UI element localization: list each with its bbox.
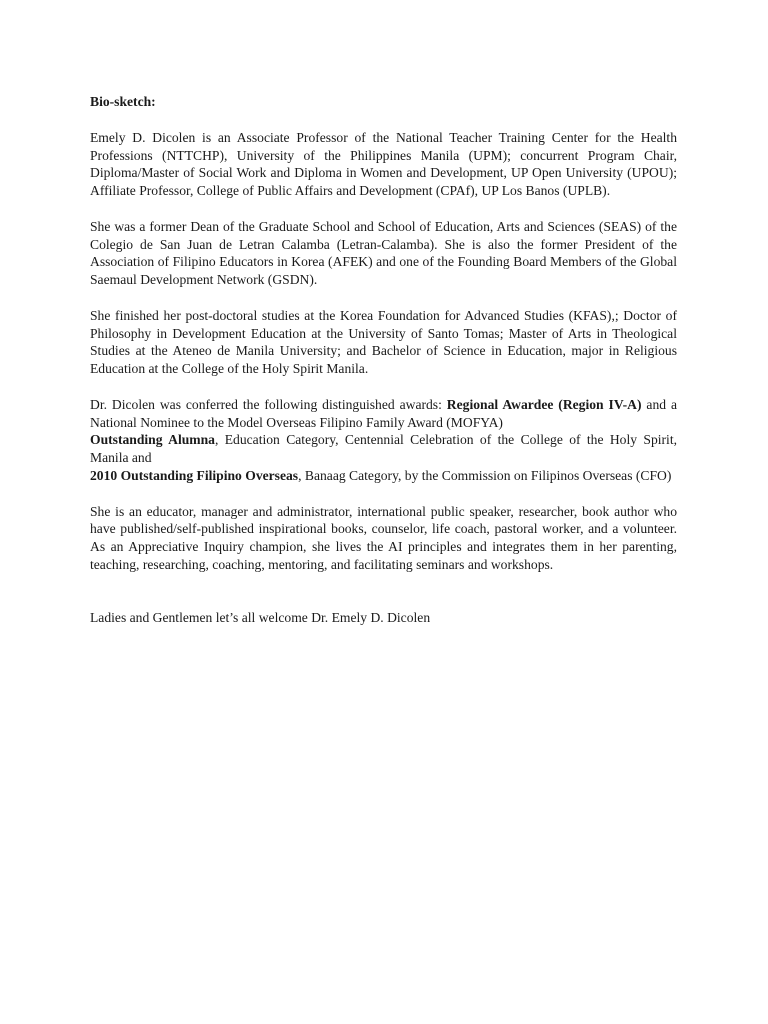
- bio-sketch-heading: Bio-sketch:: [90, 94, 156, 109]
- awards-intro: Dr. Dicolen was conferred the following distinguished awards:: [90, 396, 447, 412]
- paragraph-current-positions: Emely D. Dicolen is an Associate Professor of the National Teacher Training Center for the Health Professions (NTTCHP), University of the Philippines Manila (UPM); concurrent Program Chair, Diploma/Master of Social Work and Diploma in Women and Development, UP Open University (UPOU); Affiliate Professor, College of Public Affairs and Development (CPAf), UP Los Banos (UPLB).: [90, 129, 677, 199]
- closing-line: Ladies and Gentlemen let’s all welcome Dr. Emely D. Dicolen: [90, 610, 431, 626]
- award-overseas: [90, 467, 677, 485]
- paragraph-education: She finished her post-doctoral studies at the Korea Foundation for Advanced Studies (KFAS),; Doctor of Philosophy in Development Education at the University of Santo Tomas; Master of Arts in Theological Studies at the Ateneo de Manila University; and Bachelor of Science in Education, major in Religious Education at the College of the Holy Spirit Manila.: [90, 307, 677, 377]
- award-regional-detail: and a National Nominee to the Model Overseas Filipino Family Award (MOFYA): [90, 396, 677, 430]
- award-alumna: [90, 431, 677, 467]
- award-alumna-title: Outstanding Alumna: [90, 432, 215, 448]
- document-page: [90, 93, 677, 627]
- award-regional-title: Regional Awardee (Region IV-A): [446, 396, 642, 412]
- award-overseas-title: 2010 Outstanding Filipino Overseas: [90, 467, 299, 483]
- paragraph-former-positions: She was a former Dean of the Graduate School and School of Education, Arts and Sciences (SEAS) of the Colegio de San Juan de Letran Calamba (Letran-Calamba). She is also the former President of the Association of Filipino Educators in Korea (AFEK) and one of the Founding Board Members of the Global Saemaul Development Network (GSDN).: [90, 218, 677, 288]
- paragraph-roles: She is an educator, manager and administrator, international public speaker, researcher, book author who have published/self-published inspirational books, counselor, life coach, pastoral worker, and a volunteer. As an Appreciative Inquiry champion, she lives the AI principles and integrates them in her parenting, teaching, researching, coaching, mentoring, and facilitating seminars and workshops.: [90, 503, 677, 572]
- awards-section: [90, 396, 677, 485]
- award-regional: [90, 396, 677, 432]
- award-alumna-detail: , Education Category, Centennial Celebration of the College of the Holy Spirit, Manila and: [90, 432, 678, 466]
- award-overseas-detail: , Banaag Category, by the Commission on Filipinos Overseas (CFO): [298, 467, 672, 483]
